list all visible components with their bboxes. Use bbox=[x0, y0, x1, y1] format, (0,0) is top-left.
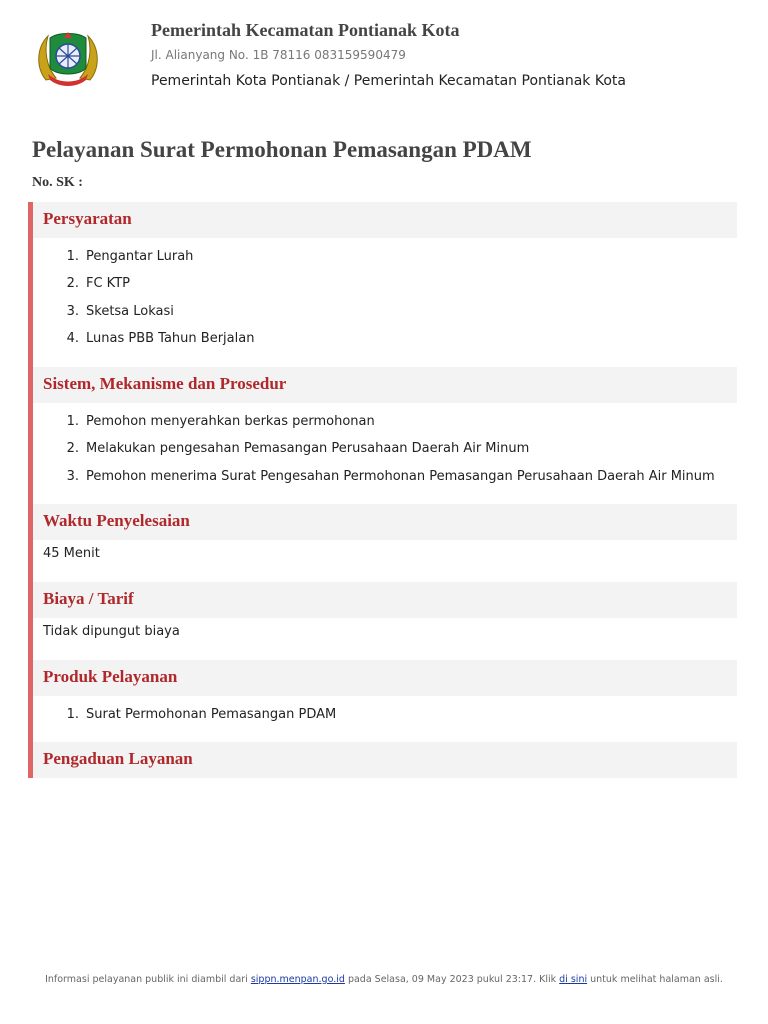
organization-name: Pemerintah Kecamatan Pontianak Kota bbox=[151, 20, 460, 40]
list-number: 1. bbox=[66, 707, 79, 722]
section-heading-pengaduan: Pengaduan Layanan bbox=[33, 742, 737, 778]
page-title: Pelayanan Surat Permohonan Pemasangan PDAM bbox=[32, 137, 532, 162]
sk-number-label: No. SK : bbox=[32, 175, 83, 190]
list-number: 2. bbox=[66, 441, 79, 456]
section-heading-biaya: Biaya / Tarif bbox=[33, 582, 737, 618]
list-text: FC KTP bbox=[86, 276, 130, 291]
list-number: 3. bbox=[66, 304, 79, 319]
list-number: 3. bbox=[66, 469, 79, 484]
list-text: Melakukan pengesahan Pemasangan Perusahaan Daerah Air Minum bbox=[86, 441, 530, 456]
source-link[interactable]: sippn.menpan.go.id bbox=[250, 974, 345, 985]
list-text: Pengantar Lurah bbox=[86, 249, 194, 264]
section-heading-persyaratan: Persyaratan bbox=[33, 202, 737, 238]
list-number: 4. bbox=[66, 331, 79, 346]
page-footer bbox=[0, 974, 768, 985]
service-details bbox=[28, 202, 737, 778]
section-heading-prosedur: Sistem, Mekanisme dan Prosedur bbox=[33, 367, 737, 403]
list-text: Sketsa Lokasi bbox=[86, 304, 174, 319]
organization-address: Jl. Alianyang No. 1B 78116 083159590479 bbox=[151, 48, 406, 62]
list-text: Pemohon menyerahkan berkas permohonan bbox=[86, 414, 375, 429]
section-heading-waktu: Waktu Penyelesaian bbox=[33, 504, 737, 540]
original-page-link[interactable]: di sini bbox=[559, 974, 588, 985]
list-text: Surat Permohonan Pemasangan PDAM bbox=[86, 707, 337, 722]
page-header bbox=[34, 18, 734, 98]
breadcrumb: Pemerintah Kota Pontianak / Pemerintah Kecamatan Pontianak Kota bbox=[151, 73, 626, 89]
list-text: Lunas PBB Tahun Berjalan bbox=[86, 331, 255, 346]
list-text: Pemohon menerima Surat Pengesahan Permohonan Pemasangan Perusahaan Daerah Air Minum bbox=[86, 469, 715, 484]
kota-pontianak-logo bbox=[34, 28, 102, 90]
fee-value: Tidak dipungut biaya bbox=[43, 624, 180, 639]
list-number: 1. bbox=[66, 249, 79, 264]
list-number: 2. bbox=[66, 276, 79, 291]
list-number: 1. bbox=[66, 414, 79, 429]
footer-suffix: untuk melihat halaman asli. bbox=[587, 974, 723, 985]
footer-prefix: Informasi pelayanan publik ini diambil dari bbox=[45, 974, 251, 985]
section-heading-produk: Produk Pelayanan bbox=[33, 660, 737, 696]
completion-time-value: 45 Menit bbox=[43, 546, 100, 561]
footer-middle: pada Selasa, 09 May 2023 pukul 23:17. Klik bbox=[344, 974, 560, 985]
